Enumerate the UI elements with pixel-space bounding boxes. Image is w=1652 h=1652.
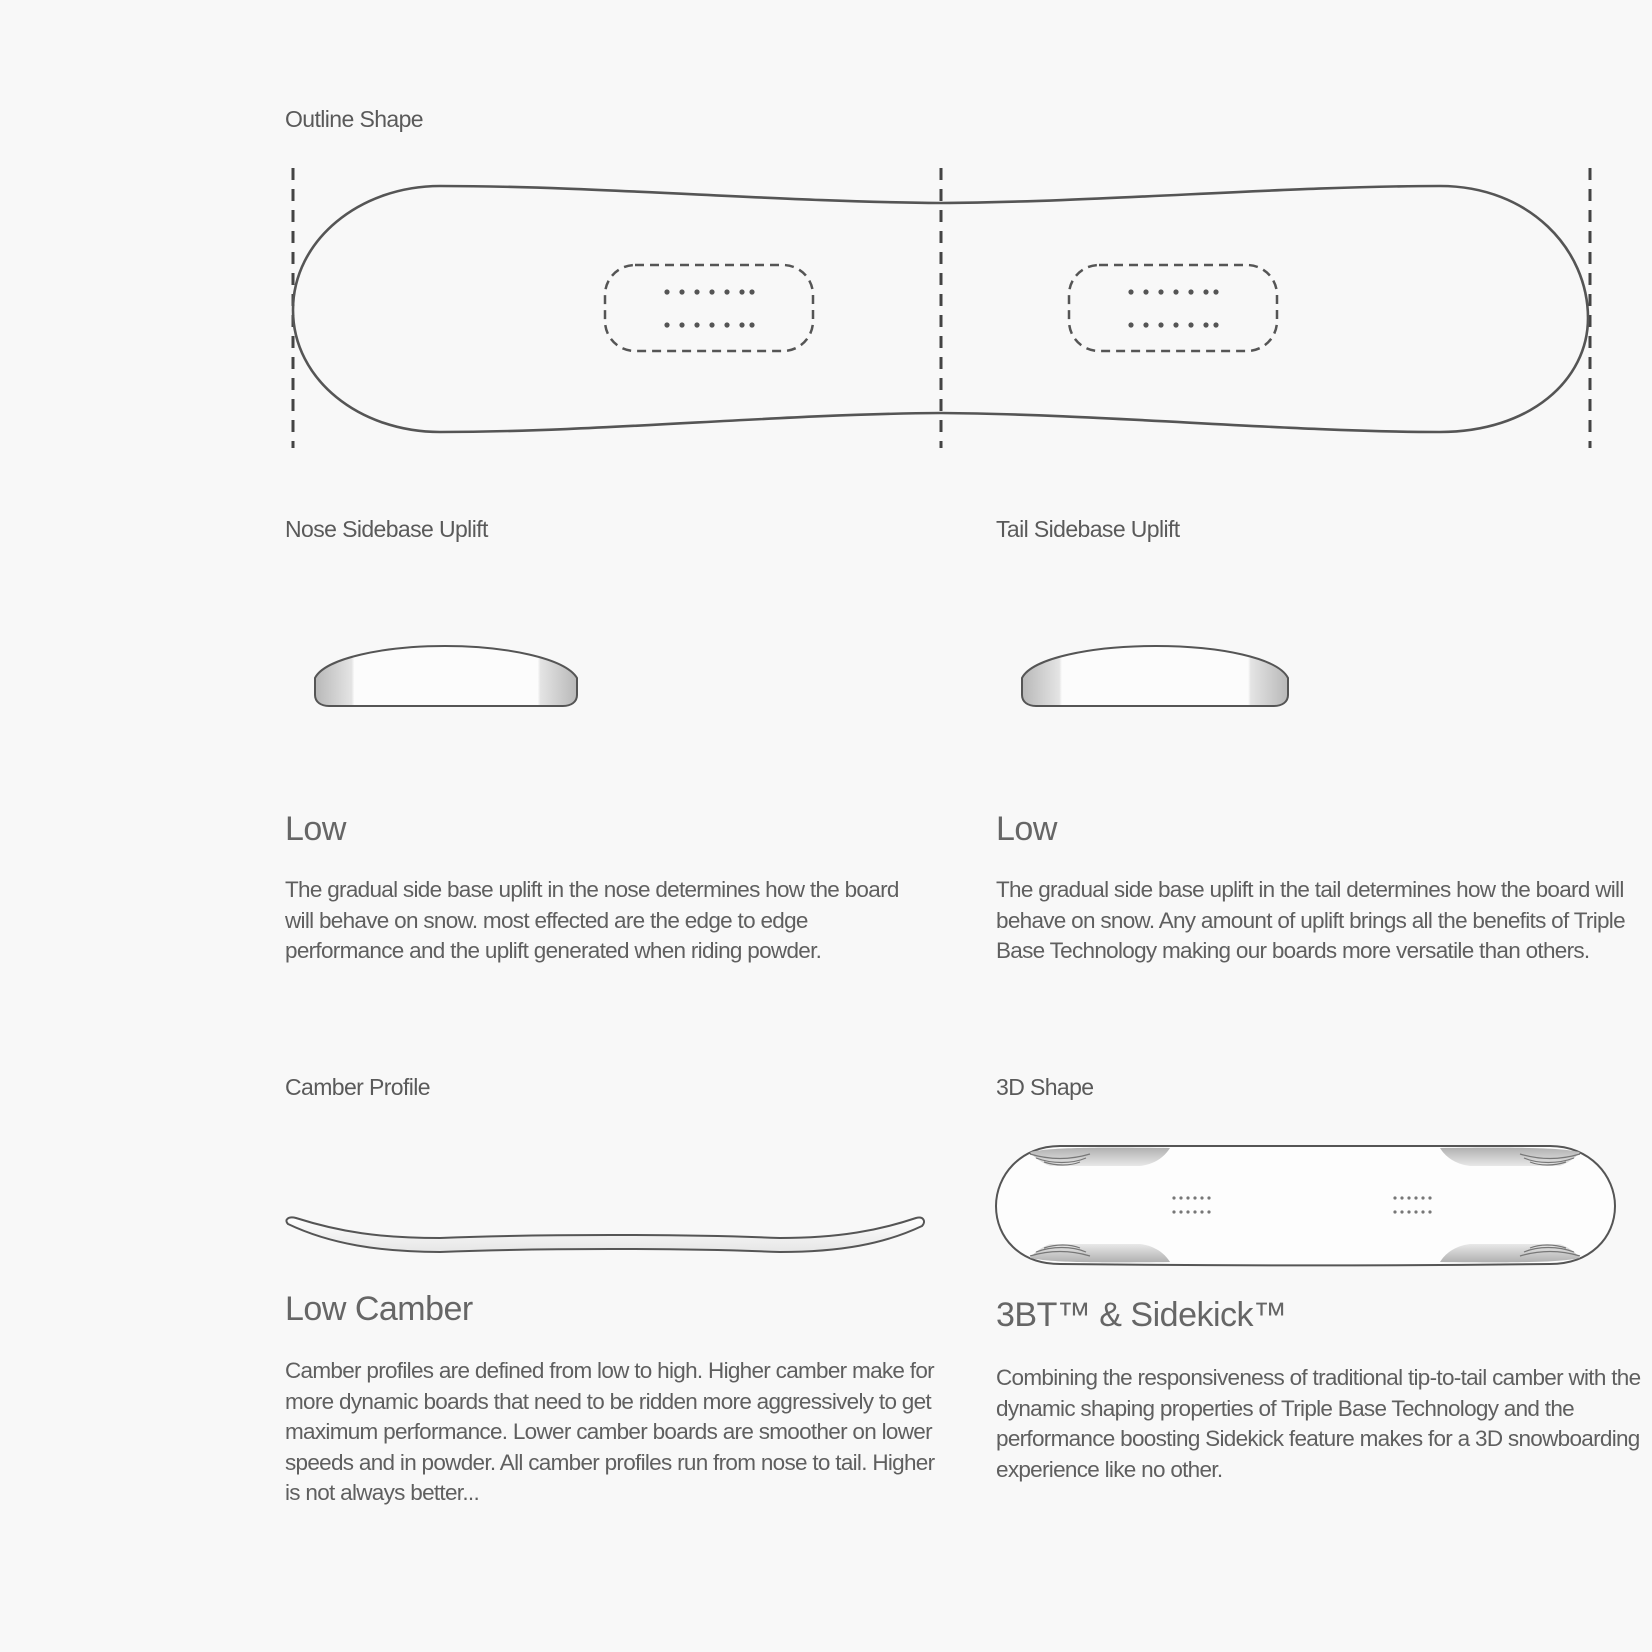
shape-3d-diagram (990, 1140, 1630, 1280)
outline-shape-label: Outline Shape (285, 106, 423, 132)
camber-profile-description: Camber profiles are defined from low to high. Higher camber make for more dynamic boards that need to be ridden more aggressively to get maximum performance. Lower camber boards are smoother on lower speeds and in powder. All camber profiles run from nose to tail. Higher is not always better... (285, 1358, 935, 1505)
shape-3d-description: Combining the responsiveness of traditional tip-to-tail camber with the dynamic shaping properties of Triple Base Technology and the performance boosting Sidekick feature makes for a 3D snowboarding experience like no other. (996, 1365, 1641, 1482)
shape-3d-rating: 3BT™ & Sidekick™ (996, 1296, 1287, 1334)
nose-uplift-description: The gradual side base uplift in the nose determines how the board will behave on snow. most effected are the edge to edge performance and the uplift generated when riding powder. (285, 877, 899, 963)
nose-uplift-label: Nose Sidebase Uplift (285, 516, 488, 542)
tail-uplift-description: The gradual side base uplift in the tail determines how the board will behave on snow. Any amount of uplift brings all the benefits of Triple Base Technology making our boards more versatile than others. (996, 877, 1625, 963)
camber-profile-diagram (280, 1210, 930, 1280)
tail-uplift-label: Tail Sidebase Uplift (996, 516, 1180, 542)
shape-3d-label: 3D Shape (996, 1074, 1094, 1100)
outline-shape-diagram (0, 0, 1652, 470)
tail-uplift-rating: Low (996, 810, 1057, 848)
camber-profile-label: Camber Profile (285, 1074, 430, 1100)
camber-profile-rating: Low Camber (285, 1290, 473, 1328)
nose-uplift-rating: Low (285, 810, 346, 848)
nose-uplift-diagram (305, 640, 585, 720)
tail-uplift-diagram (1016, 640, 1296, 720)
